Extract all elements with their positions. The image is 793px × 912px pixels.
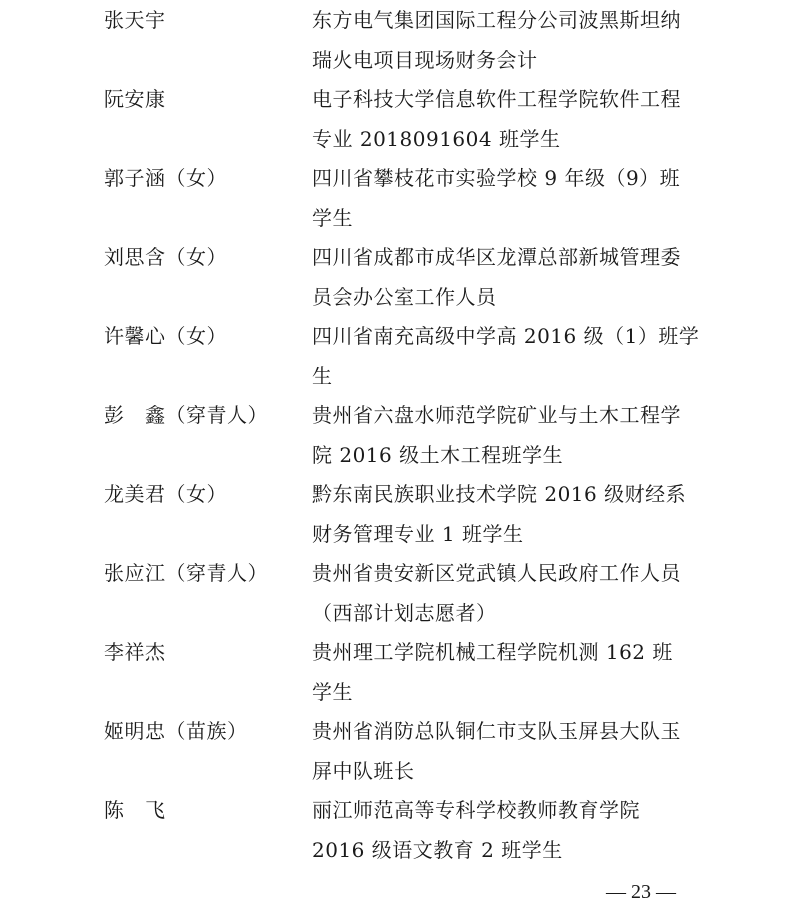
person-description	[312, 790, 696, 870]
description-line: 四川省南充高级中学高 2016 级（1）班学	[312, 324, 700, 348]
person-description	[312, 79, 696, 159]
description-line: 东方电气集团国际工程分公司波黑斯坦纳	[312, 8, 681, 32]
person-description	[312, 474, 696, 554]
description-line: 屏中队班长	[312, 759, 415, 783]
person-name: 刘思含（女）	[104, 245, 227, 269]
description-line: 专业 2018091604 班学生	[312, 127, 561, 151]
person-description	[312, 316, 700, 396]
description-line: （西部计划志愿者）	[312, 601, 497, 625]
description-line: 贵州省六盘水师范学院矿业与土木工程学	[312, 403, 681, 427]
description-line: 2016 级语文教育 2 班学生	[312, 838, 563, 862]
person-description	[312, 711, 696, 791]
description-line: 学生	[312, 680, 353, 704]
person-description	[312, 237, 696, 317]
description-line: 财务管理专业 1 班学生	[312, 522, 524, 546]
person-description	[312, 395, 696, 475]
person-name: 阮安康	[104, 87, 166, 111]
description-line: 四川省攀枝花市实验学校 9 年级（9）班	[312, 166, 681, 190]
description-line: 院 2016 级土木工程班学生	[312, 443, 564, 467]
person-name: 龙美君（女）	[104, 482, 227, 506]
person-name: 郭子涵（女）	[104, 166, 227, 190]
description-line: 电子科技大学信息软件工程学院软件工程	[312, 87, 681, 111]
description-line: 贵州理工学院机械工程学院机测 162 班	[312, 640, 673, 664]
person-name: 陈 飞	[104, 798, 166, 822]
description-line: 黔东南民族职业技术学院 2016 级财经系	[312, 482, 687, 506]
person-name: 许馨心（女）	[104, 324, 227, 348]
person-name: 张应江（穿青人）	[104, 561, 268, 585]
person-name: 李祥杰	[104, 640, 166, 664]
person-name: 彭 鑫（穿青人）	[104, 403, 268, 427]
description-line: 贵州省消防总队铜仁市支队玉屏县大队玉	[312, 719, 681, 743]
person-description	[312, 553, 696, 633]
person-description	[312, 158, 696, 238]
description-line: 员会办公室工作人员	[312, 285, 497, 309]
description-line: 瑞火电项目现场财务会计	[312, 48, 538, 72]
person-description	[312, 632, 696, 712]
description-line: 学生	[312, 206, 353, 230]
description-line: 生	[312, 364, 333, 388]
description-line: 贵州省贵安新区党武镇人民政府工作人员	[312, 561, 681, 585]
description-line: 丽江师范高等专科学校教师教育学院	[312, 798, 640, 822]
person-name: 张天宇	[104, 8, 166, 32]
description-line: 四川省成都市成华区龙潭总部新城管理委	[312, 245, 681, 269]
person-description	[312, 0, 696, 80]
page-number: — 23 —	[606, 881, 676, 903]
person-name: 姬明忠（苗族）	[104, 719, 248, 743]
